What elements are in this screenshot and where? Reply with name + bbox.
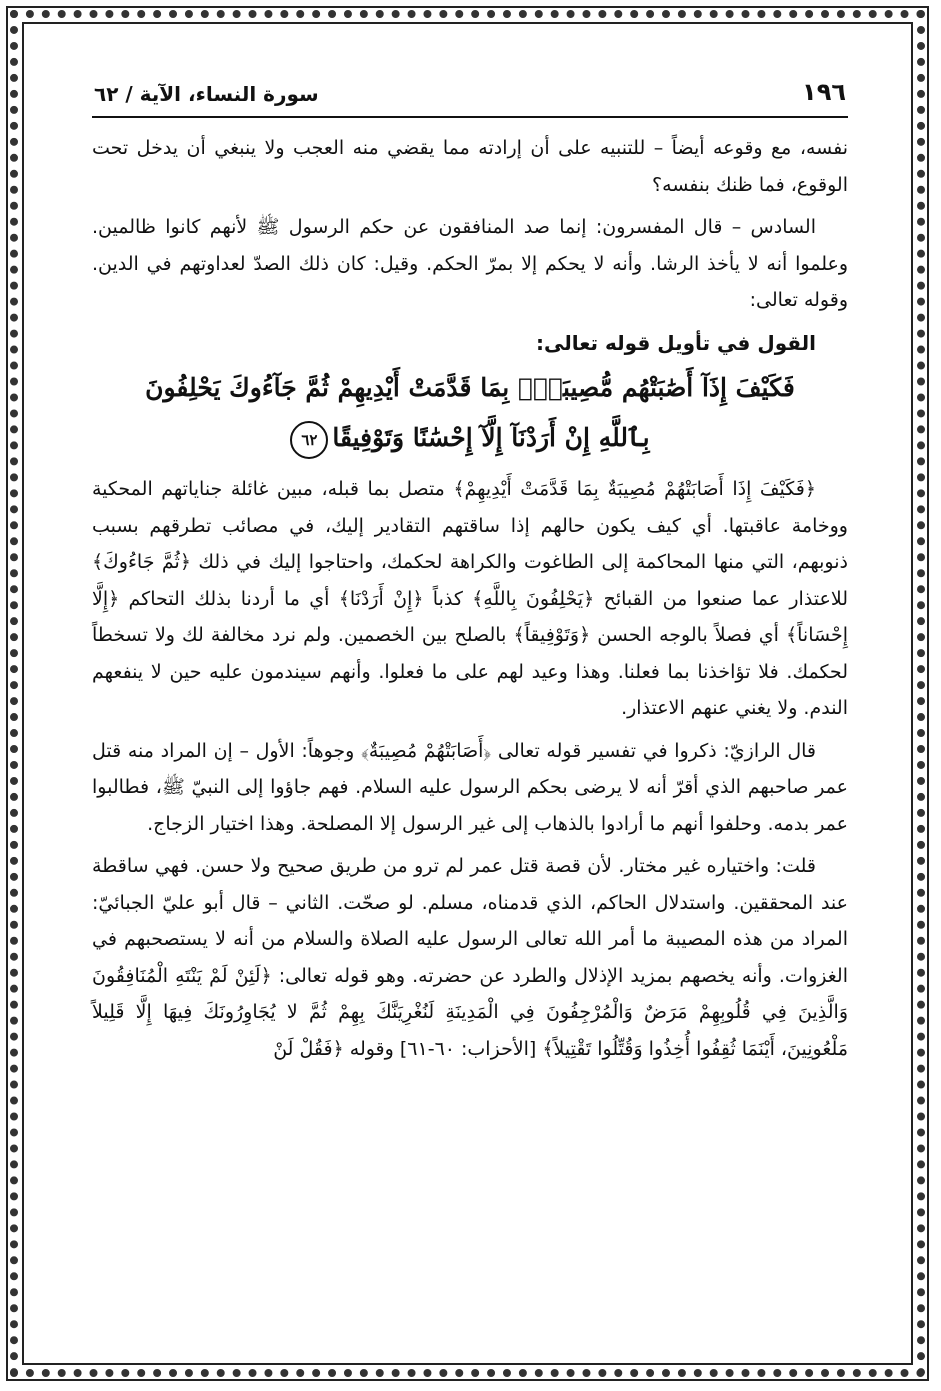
verse-number-badge: ٦٢ bbox=[290, 421, 328, 459]
paragraph-commentary: ﴿فَكَيْفَ إِذَا أَصَابَتْهُمْ مُصِيبَةٌ بِمَا قَدَّمَتْ أَيْدِيهِمْ﴾ متصل بما قبله، مبين غائلة جناياتهم المحكية ووخامة عاقبتها. أي كيف يكون حالهم إذا ساقتهم التقادير إليك، في مصائب تطرقهم بسبب ذنوبهم، التي منها المحاكمة إلى الطاغوت والكراهة لحكمك، واحتاجوا إليك في ذلك ﴿ثُمَّ جَاءُوكَ﴾ للاعتذار عما صنعوا من القبائح ﴿يَحْلِفُونَ بِاللَّهِ﴾ كذباً ﴿إِنْ أَرَدْنَا﴾ أي ما أردنا بذلك التحاكم ﴿إِلَّا إِحْسَاناً﴾ أي فصلاً بالوجه الحسن ﴿وَتَوْفِيقاً﴾ بالصلح بين الخصمين. ولم نرد مخالفة لك ولا تسخطاً لحكمك. فلا تؤاخذنا بما فعلنا. وهذا وعيد لهم على ما فعلوا. وأنهم سيندمون عليه حين لا ينفعهم الندم. ولا يغني عنهم الاعتذار. bbox=[92, 478, 848, 719]
running-title: سورة النساء، الآية / ٦٢ bbox=[94, 82, 319, 106]
paragraph-continuation: نفسه، مع وقوعه أيضاً – للتنبيه على أن إرادته مما يقضي منه العجب ولا ينبغي أن يدخل تحت الوقوع، فما ظنك بنفسه؟ bbox=[92, 137, 848, 196]
paragraph-author-note: قلت: واختياره غير مختار. لأن قصة قتل عمر لم ترو من طريق صحيح ولا حسن. فهي ساقطة عند المحققين. واستدلال الحاكم، الذي قدمناه، مسلم. لو صحّت. الثاني – قال أبو عليّ الجبائيّ: المراد من هذه المصيبة ما أمر الله تعالى الرسول عليه الصلاة والسلام من أنه لا يستصحبهم في الغزوات. وأنه يخصهم بمزيد الإذلال والطرد عن حضرته. وهو قوله تعالى: ﴿لَئِنْ لَمْ يَنْتَهِ الْمُنَافِقُونَ وَالَّذِينَ فِي قُلُوبِهِمْ مَرَضٌ وَالْمُرْجِفُونَ فِي الْمَدِينَةِ لَنُغْرِيَنَّكَ بِهِمْ ثُمَّ لا يُجَاوِرُونَكَ فِيهَا إِلَّا قَلِيلاً مَلْعُونِينَ، أَيْنَمَا ثُقِفُوا أُخِذُوا وَقُتِّلُوا تَقْتِيلاً﴾ [الأحزاب: ٦٠-٦١] وقوله ﴿فَقُلْ لَنْ bbox=[92, 855, 848, 1060]
verse-line-2 bbox=[92, 413, 848, 463]
verse-line-2-text: بِٱللَّهِ إِنْ أَرَدْنَآ إِلَّآ إِحْسَٰنًا وَتَوْفِيقًا bbox=[332, 423, 650, 452]
paragraph-razi: قال الرازيّ: ذكروا في تفسير قوله تعالى ﴿أَصَابَتْهُمْ مُصِيبَةٌ﴾ وجوهاً: الأول – إن المراد منه قتل عمر صاحبهم الذي أقرّ أنه لا يرضى بحكم الرسول عليه السلام. فهم جاؤوا إلى النبيّ ﷺ، فطالبوا عمر بدمه. وحلفوا أنهم ما أرادوا بالذهاب إلى غير الرسول إلا المصلحة. وهذا اختيار الزجاج. bbox=[92, 739, 848, 835]
page-body bbox=[92, 130, 848, 1067]
paragraph-sixth-point: السادس – قال المفسرون: إنما صد المنافقون عن حكم الرسول ﷺ لأنهم كانوا ظالمين. وعلموا أنه لا يأخذ الرشا. وأنه لا يحكم إلا بمرّ الحكم. وقيل: كان ذلك الصدّ لعداوتهم في الدين. وقوله تعالى: bbox=[92, 216, 848, 311]
quran-verse-block bbox=[92, 363, 848, 463]
book-page bbox=[92, 62, 848, 1073]
page-number: ١٩٦ bbox=[802, 78, 846, 106]
page-header bbox=[92, 62, 848, 118]
verse-line-1: فَكَيْفَ إِذَآ أَصَٰبَتْهُم مُّصِيبَةٌۢ بِمَا قَدَّمَتْ أَيْدِيهِمْ ثُمَّ جَآءُوكَ يَحْلِفُونَ bbox=[145, 373, 795, 402]
section-heading: القول في تأويل قوله تعالى: bbox=[536, 330, 816, 355]
